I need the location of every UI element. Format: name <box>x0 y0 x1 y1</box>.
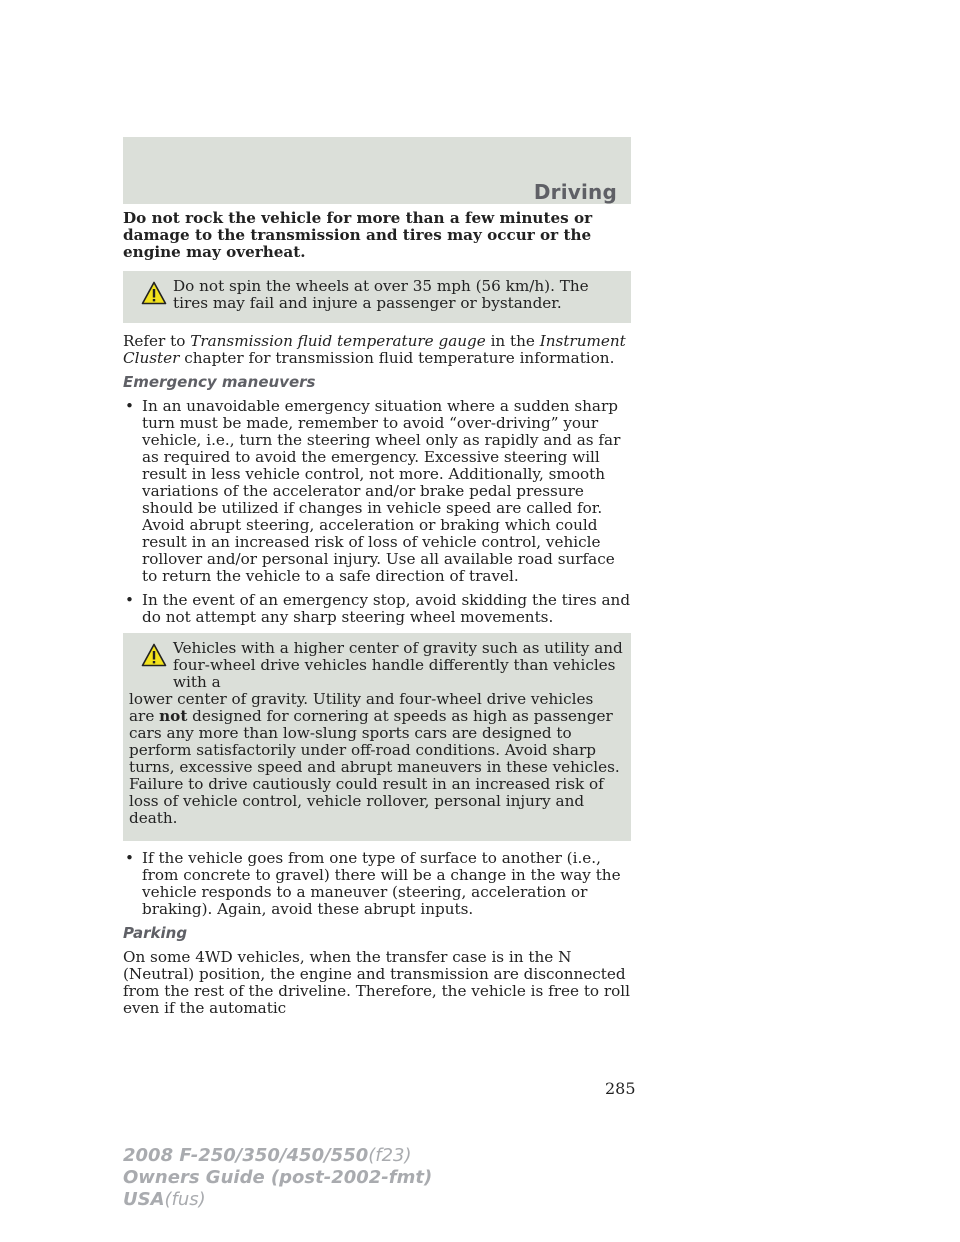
refer-prefix: Refer to <box>123 332 191 350</box>
refer-gauge-link: Transmission fluid temperature gauge <box>190 332 486 350</box>
refer-chapter-link: Instrument Cluster <box>123 332 626 367</box>
list-item-text: If the vehicle goes from one type of surface to another (i.e., from concrete to gravel) there will be a change in the way the vehicle responds to a maneuver (steering, acceleration or braking). Again, avoid these abrupt inputs. <box>142 849 621 918</box>
refer-middle: in the <box>485 332 540 350</box>
list-item <box>123 850 631 918</box>
footer-line-3 <box>123 1189 432 1211</box>
footer-market: USA <box>123 1189 165 1210</box>
list-item-text: In an unavoidable emergency situation where a sudden sharp turn must be made, remember to avoid “over-driving” your vehicle, i.e., turn the steering wheel only as rapidly and as far as required to avoid the emergency. Excessive steering will result in less vehicle control, not more. Additionally, smooth variations of the accelerator and/or brake pedal pressure should be utilized if changes in vehicle speed are called for. Avoid abrupt steering, acceleration or braking which could result in an increased risk of loss of vehicle control, vehicle rollover and/or personal injury. Use all available road surface to return the vehicle to a safe direction of travel. <box>142 397 621 585</box>
footer-line-2: Owners Guide (post-2002-fmt) <box>123 1167 433 1188</box>
warning-text: Do not spin the wheels at over 35 mph (56 km/h). The tires may fail and injure a passenger or bystander. <box>173 277 589 312</box>
warning-box-spin <box>123 271 631 323</box>
emergency-list <box>123 398 631 626</box>
rocking-caution: Do not rock the vehicle for more than a few minutes or damage to the transmission and tires may occur or the engine may overheat. <box>123 209 593 261</box>
surface-list <box>123 850 631 918</box>
list-item <box>123 398 631 585</box>
bullet-mark: • <box>125 397 134 415</box>
heading-emergency-maneuvers: Emergency maneuvers <box>123 373 316 391</box>
header-band <box>123 137 631 204</box>
warning-triangle-icon <box>141 281 167 305</box>
page-number: 285 <box>605 1079 636 1098</box>
list-item <box>123 592 631 626</box>
footer-line-1 <box>123 1145 432 1167</box>
parking-text: On some 4WD vehicles, when the transfer case is in the N (Neutral) position, the engine and transmission are disconnected from the rest of the driveline. Therefore, the vehicle is free to roll even if the automatic <box>123 948 631 1017</box>
refer-paragraph <box>123 333 631 367</box>
warning-part-1: lower center of gravity. Utility and four-wheel drive vehicles are <box>129 690 594 725</box>
warning-text <box>129 640 623 827</box>
list-item-text: In the event of an emergency stop, avoid skidding the tires and do not attempt any sharp steering wheel movements. <box>142 591 631 626</box>
bullet-mark: • <box>125 849 134 867</box>
footer-model-code: (f23) <box>368 1145 412 1166</box>
warning-triangle-icon <box>141 643 167 667</box>
footer-market-code: (fus) <box>164 1189 206 1210</box>
warning-box-center-of-gravity <box>123 633 631 841</box>
bullet-mark: • <box>125 591 134 609</box>
warning-emphasis: not <box>159 707 188 725</box>
refer-suffix: chapter for transmission fluid temperature information. <box>179 349 615 367</box>
warning-line-2: four-wheel drive vehicles handle differently than vehicles with a <box>173 656 616 691</box>
section-title: Driving <box>533 180 617 204</box>
document-footer <box>123 1145 432 1211</box>
footer-model: 2008 F-250/350/450/550 <box>123 1145 369 1166</box>
heading-parking: Parking <box>123 924 188 942</box>
page-content <box>123 210 631 1017</box>
warning-line-1: Vehicles with a higher center of gravity such as utility and <box>173 639 623 657</box>
warning-part-2: designed for cornering at speeds as high as passenger cars any more than low-slung sports cars are designed to perform satisfactorily under off-road conditions. Avoid sharp turns, excessive speed and abrupt maneuvers in these vehicles. Failure to drive cautiously could result in an increased risk of loss of vehicle control, vehicle rollover, personal injury and death. <box>129 707 620 827</box>
